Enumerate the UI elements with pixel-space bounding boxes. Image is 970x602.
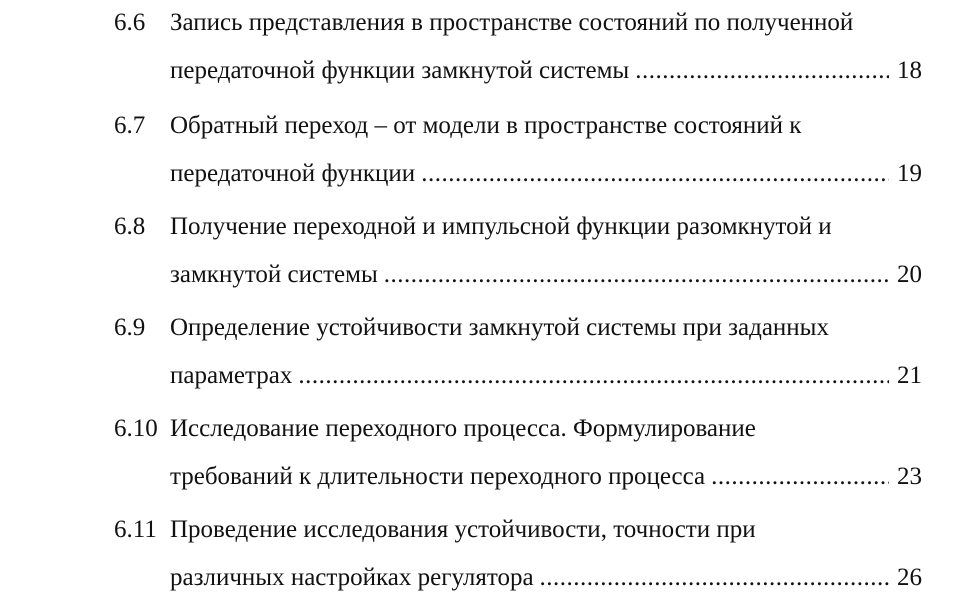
page-number: 26 — [897, 564, 922, 591]
section-title-line2: замкнутой системы — [170, 261, 378, 288]
page-number: 23 — [897, 463, 922, 490]
dot-leader — [635, 56, 889, 86]
section-number: 6.9 — [114, 314, 146, 341]
dot-leader — [384, 260, 889, 290]
page-number: 18 — [897, 57, 922, 84]
dot-leader — [711, 462, 889, 492]
dot-leader — [298, 361, 889, 391]
section-title-line2: требований к длительности переходного процесса — [170, 463, 706, 490]
section-title-line2: передаточной функции — [170, 160, 416, 187]
section-number: 6.7 — [114, 112, 146, 139]
section-number: 6.10 — [114, 415, 158, 442]
page-number: 20 — [897, 261, 922, 288]
section-title-line2: передаточной функции замкнутой системы — [170, 57, 630, 84]
section-number: 6.8 — [114, 213, 146, 240]
dot-leader — [540, 563, 889, 593]
page-number: 19 — [897, 160, 922, 187]
section-title-line1: Проведение исследования устойчивости, точности при — [170, 516, 756, 543]
section-number: 6.11 — [114, 516, 157, 543]
page-number: 21 — [897, 362, 922, 389]
section-title-line1: Получение переходной и импульсной функции разомкнутой и — [170, 213, 832, 240]
section-title-line1: Обратный переход – от модели в пространстве состояний к — [170, 112, 802, 139]
section-title-line1: Определение устойчивости замкнутой системы при заданных — [170, 314, 829, 341]
section-title-line2: различных настройках регулятора — [170, 564, 534, 591]
section-title-line2: параметрах — [170, 362, 293, 389]
dot-leader — [421, 159, 889, 189]
section-number: 6.6 — [114, 9, 146, 36]
section-title-line1: Исследование переходного процесса. Формулирование — [170, 415, 756, 442]
section-title-line1: Запись представления в пространстве состояний по полученной — [170, 9, 854, 36]
